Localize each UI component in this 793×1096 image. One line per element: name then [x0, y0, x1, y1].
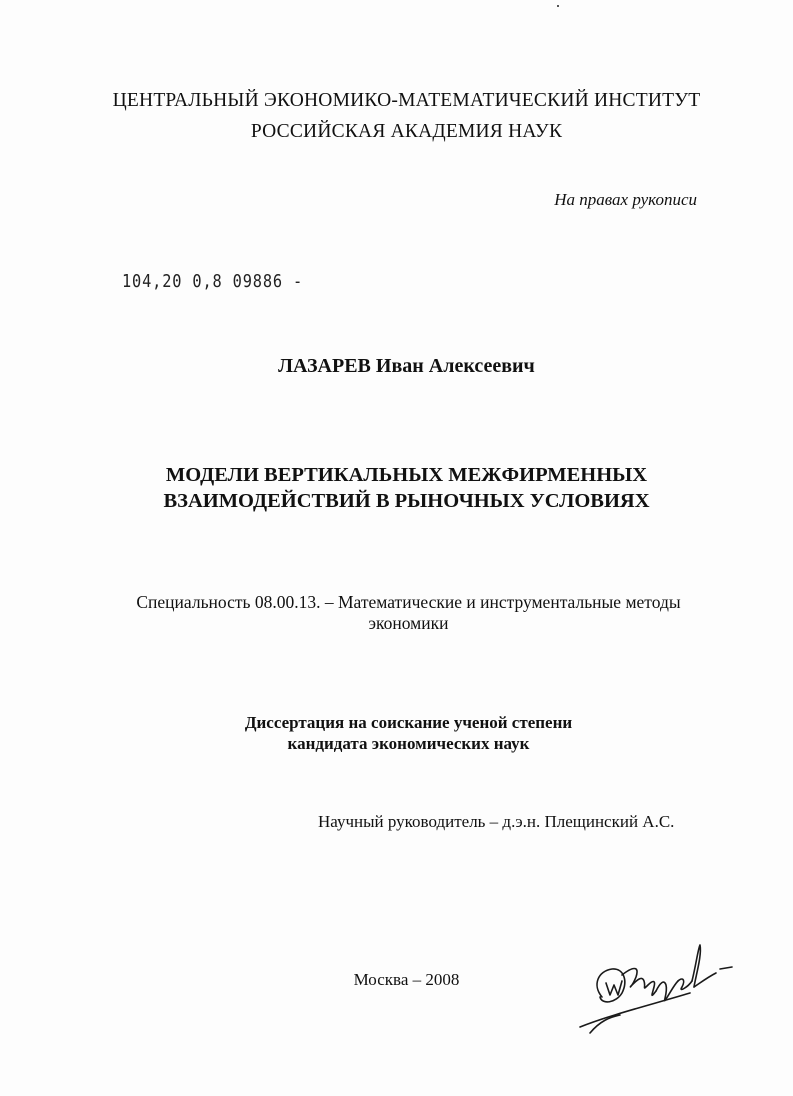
specialty-line-1: Специальность 08.00.13. – Математические и инструментальные методы [136, 592, 681, 612]
author-name: ЛАЗАРЕВ Иван Алексеевич [278, 355, 535, 377]
institute-name: ЦЕНТРАЛЬНЫЙ ЭКОНОМИКО-МАТЕМАТИЧЕСКИЙ ИНСТИТУТ [112, 90, 701, 111]
degree-line-2: кандидата экономических наук [287, 734, 530, 753]
academy-name: РОССИЙСКАЯ АКАДЕМИЯ НАУК [250, 121, 563, 142]
title-line-2: ВЗАИМОДЕЙСТВИЙ В РЫНОЧНЫХ УСЛОВИЯХ [163, 490, 650, 512]
title-line-1: МОДЕЛИ ВЕРТИКАЛЬНЫХ МЕЖФИРМЕННЫХ [165, 464, 648, 486]
degree-statement [12, 712, 793, 754]
city-year: Москва – 2008 [353, 970, 460, 989]
dissertation-title [10, 462, 793, 514]
catalog-code: 104,20 0,8 09886 - [122, 271, 304, 292]
degree-line-1: Диссертация на соискание ученой степени [244, 713, 573, 732]
handwritten-signature-icon [570, 935, 740, 1045]
scan-speck [557, 5, 559, 7]
specialty [12, 592, 793, 634]
specialty-line-2: экономики [368, 613, 449, 633]
scientific-adviser: Научный руководитель – д.э.н. Плещинский А.С. [318, 812, 675, 831]
manuscript-rights-note: На правах рукописи [554, 190, 697, 209]
